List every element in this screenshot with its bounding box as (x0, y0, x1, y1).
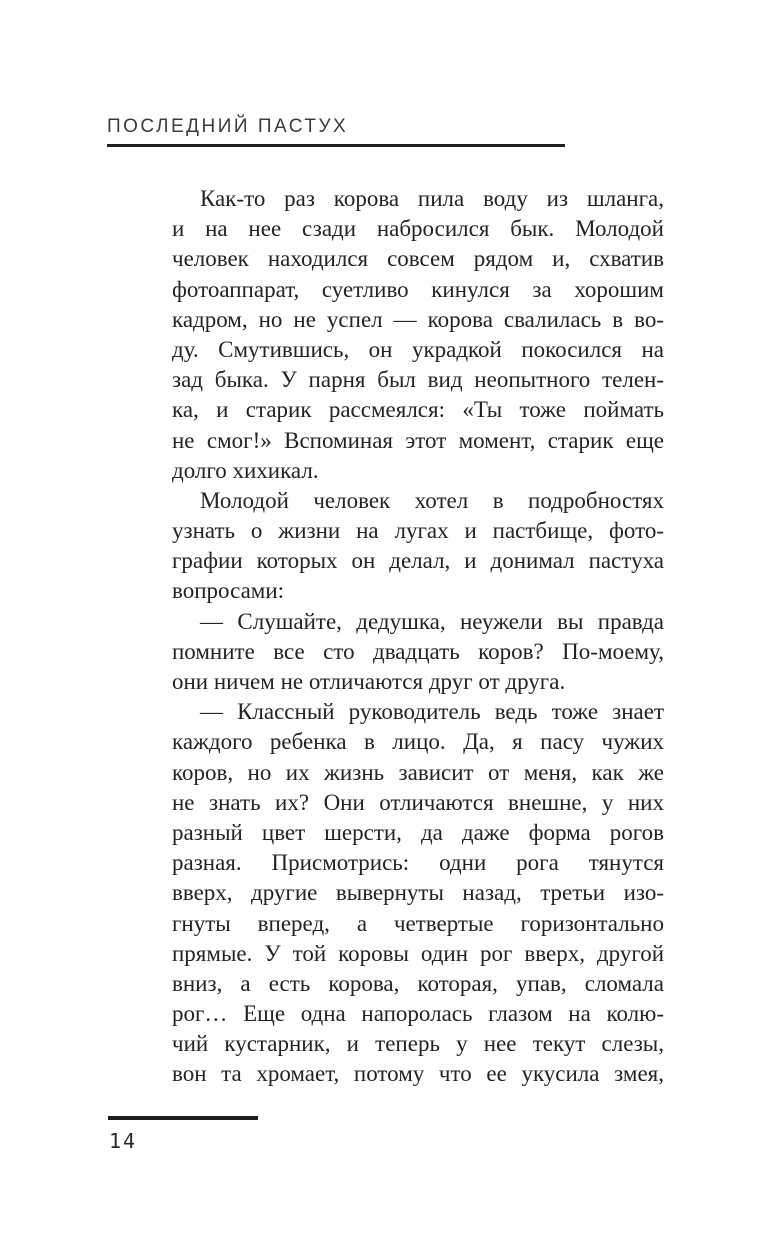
text-line: — Слушайте, дедушка, неужели вы правда (200, 608, 664, 634)
text-line: рог… Еще одна напоролась глазом на колю- (172, 1001, 664, 1027)
text-line: ка, и старик рассмеялся: «Ты тоже поймать (172, 397, 664, 423)
text-line: узнать о жизни на лугах и пастбище, фото- (172, 518, 664, 544)
text-line: не смог!» Вспоминая этот момент, старик еще (172, 427, 664, 453)
text-line: не знать их? Они отличаются внешне, у них (172, 789, 664, 815)
page-number: 14 (109, 1129, 138, 1153)
text-line: гнуты вперед, а четвертые горизонтально (172, 910, 664, 936)
text-line: Молодой человек хотел в подробностях (200, 487, 664, 513)
text-line: вопросами: (172, 578, 285, 604)
text-line: долго хихикал. (172, 457, 319, 483)
text-line: и на нее сзади набросился бык. Молодой (172, 216, 664, 242)
text-line: зад быка. У парня был вид неопытного телен- (172, 367, 664, 393)
running-head-title: ПОСЛЕДНИЙ ПАСТУХ (107, 116, 349, 137)
text-line: разная. Присмотрись: одни рога тянутся (172, 850, 664, 876)
header-rule (107, 144, 565, 147)
text-line: фотоаппарат, суетливо кинулся за хорошим (172, 276, 664, 302)
body-text (172, 184, 664, 1090)
text-line: Как-то раз корова пила воду из шланга, (200, 186, 664, 211)
text-line: помните все сто двадцать коров? По-моему, (172, 638, 664, 664)
text-line: каждого ребенка в лицо. Да, я пасу чужих (172, 729, 664, 755)
text-line: ду. Смутившись, он украдкой покосился на (172, 336, 664, 362)
text-line: вниз, а есть корова, которая, упав, сломала (172, 970, 664, 996)
text-line: прямые. У той коровы один рог вверх, другой (172, 940, 664, 966)
text-line: кадром, но не успел — корова свалилась в во- (172, 306, 664, 332)
footer-rule (108, 1116, 258, 1120)
text-line: вверх, другие вывернуты назад, третьи изо- (172, 880, 664, 906)
text-line: коров, но их жизнь зависит от меня, как же (172, 759, 664, 785)
text-line: графии которых он делал, и донимал пастуха (172, 548, 664, 574)
text-line: — Классный руководитель ведь тоже знает (200, 699, 664, 725)
text-line: вон та хромает, потому что ее укусила змея, (172, 1061, 664, 1087)
text-line: разный цвет шерсти, да даже форма рогов (172, 819, 664, 845)
text-line: человек находился совсем рядом и, схватив (172, 246, 664, 272)
text-line: чий кустарник, и теперь у нее текут слезы, (172, 1031, 664, 1057)
text-line: они ничем не отличаются друг от друга. (172, 669, 566, 694)
